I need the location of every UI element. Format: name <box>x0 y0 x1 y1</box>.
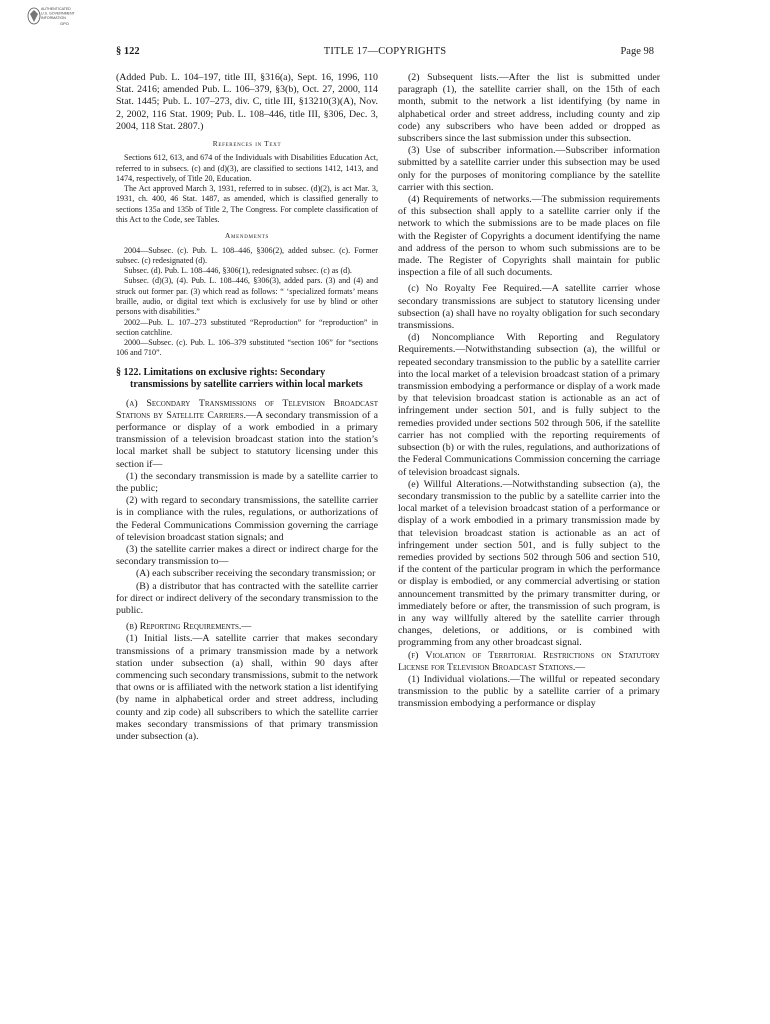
section-number: § 122 <box>116 46 140 57</box>
left-column <box>116 72 378 743</box>
page-number: Page 98 <box>620 46 654 57</box>
right-column <box>398 72 660 711</box>
paragraph-aA: (A) each subscriber receiving the secondary transmission; or <box>136 568 376 580</box>
paragraph-aB: (B) a distributor that has contracted with the satellite carrier for direct or indirect delivery of the secondary transmission to the public. <box>116 580 378 617</box>
seal-line-4: GPO <box>60 21 69 26</box>
references-text <box>116 153 378 225</box>
references-heading: References in Text <box>212 139 282 149</box>
subsection-b-heading: (b) Reporting Requirements.— <box>126 621 252 633</box>
gpo-authentication-seal <box>26 4 82 30</box>
subsection-f-heading: (f) Violation of Territorial Restrictions on Statutory License for Television Broadcast Stations.— <box>398 649 660 673</box>
subsection-d: (d) Noncompliance With Reporting and Regulatory Requirements.—Notwithstanding subsection (a), the willful or repeated secondary transmission to the public by a satellite carrier into the local market of a television broadcast station of a primary transmission embodying a performance or display of a work made by that television broadcast station is actionable as an act of infringement under section 501, and is fully subject to the remedies provided under sections 502 through 506, if the satellite carrier has not complied with the reporting requirements of subsection (b) or with the rules, regulations, and authorizations of the Federal Communications Commission concerning the carriage of television broadcast signals. <box>398 332 660 478</box>
amendment-paragraph: 2002—Pub. L. 107–273 substituted “Reproduction” for “reproduction” in section catchline. <box>116 317 378 337</box>
amendment-paragraph: 2004—Subsec. (c). Pub. L. 108–446, §306(2), added subsec. (c). Former subsec. (c) redesignated (d). <box>116 245 378 265</box>
subsection-c: (c) No Royalty Fee Required.—A satellite carrier whose secondary transmissions are subject to statutory licensing under subsection (a) shall have no royalty obligation for such secondary transmissions. <box>398 283 660 332</box>
paragraph-a2: (2) with regard to secondary transmissions, the satellite carrier is in compliance with the rules, regulations, or authorizations of the Federal Communications Commission governing the carriage of television broadcast station signals; and <box>116 495 378 543</box>
paragraph-b1: (1) Initial lists.—A satellite carrier that makes secondary transmissions of a primary transmission made by a network station under subsection (a) shall, within 90 days after commencing such secondary transmissions, submit to the network that owns or is affiliated with the network station a list identifying (by name in alphabetical order and street address, including county and zip code) all subscribers to which the satellite carrier makes secondary transmissions of that primary transmission under subsection (a). <box>116 633 378 743</box>
reference-paragraph: Sections 612, 613, and 674 of the Individuals with Disabilities Education Act, referred to in subsecs. (c) and (d)(3), are classified to sections 1412, 1413, and 1474, respectively, of Title 20, Education. <box>116 153 378 183</box>
seal-line-2: U.S. GOVERNMENT <box>41 11 75 16</box>
amendment-paragraph: Subsec. (d). Pub. L. 108–446, §306(1), redesignated subsec. (c) as (d). <box>124 266 352 276</box>
paragraph-b4: (4) Requirements of networks.—The submission requirements of this subsection shall apply to a satellite carrier only if the network to which the submissions are to be made places on file with the Register of Copyrights a document identifying the name and address of the person to whom such submissions are to be made. The Register of Copyrights shall maintain for public inspection a file of all such documents. <box>398 194 660 279</box>
paragraph-b2: (2) Subsequent lists.—After the list is submitted under paragraph (1), the satellite carrier shall, on the 15th of each month, submit to the network a list identifying (by name in alphabetical order and street address, including county and zip code) any subscribers who have been added or dropped as subscribers since the last submission under this subsection. <box>398 72 660 145</box>
added-note: (Added Pub. L. 104–197, title III, §316(a), Sept. 16, 1996, 110 Stat. 2416; amended Pub. L. 106–379, §3(b), Oct. 27, 2000, 114 Stat. 1445; Pub. L. 107–273, div. C, title III, §13210(3)(A), Nov. 2, 2002, 116 Stat. 1909; Pub. L. 108–446, title III, §306, Dec. 3, 2004, 118 Stat. 2807.) <box>116 72 378 132</box>
subsection-a-text: A secondary transmission of a performance or display of a work embodied in a primary transmission of a television broadcast station into the station’s local market shall be subject to statutory licensing under this section if— <box>116 409 378 470</box>
section-title: § 122. Limitations on exclusive rights: Secondary transmissions by satellite carriers within local markets <box>116 366 363 391</box>
paragraph-b3: (3) Use of subscriber information.—Subscriber information submitted by a satellite carrier under this subsection may be used only for the purposes of monitoring compliance by the satellite carrier with this section. <box>398 145 660 193</box>
amendment-paragraph: 2000—Subsec. (c). Pub. L. 106–379 substituted “section 106” for “sections 106 and 710”. <box>116 338 378 358</box>
running-head <box>116 46 654 60</box>
paragraph-f1: (1) Individual violations.—The willful or repeated secondary transmission to the public by a satellite carrier of a primary transmission embodying a performance or display <box>398 673 660 710</box>
paragraph-a1: (1) the secondary transmission is made by a satellite carrier to the public; <box>116 470 378 494</box>
reference-paragraph: The Act approved March 3, 1931, referred to in subsec. (d)(2), is act Mar. 3, 1931, ch. 400, 46 Stat. 1487, as amended, which is classified generally to sections 135a and 135b of Title 2, The Congress. For complete classification of this Act to the Code, see Tables. <box>116 184 378 224</box>
seal-line-3: INFORMATION <box>41 16 66 20</box>
subsection-a-heading: (a) Secondary Transmissions of Television Broadcast Stations by Satellite Carriers.— <box>116 397 378 421</box>
seal-line-1: AUTHENTICATED <box>41 7 71 11</box>
amendments-heading: Amendments <box>225 231 269 241</box>
title-heading: TITLE 17—COPYRIGHTS <box>323 46 447 57</box>
amendment-paragraph: Subsec. (d)(3), (4). Pub. L. 108–446, §306(3), added pars. (3) and (4) and struck out former par. (3) which read as follows: “ ‘specialized formats’ means braille, audio, or digital text which is exclusively for use by blind or other persons with disabilities.” <box>116 276 378 317</box>
subsection-e: (e) Willful Alterations.—Notwithstanding subsection (a), the secondary transmission to the public by a satellite carrier into the local market of a television broadcast station of a performance or display of a work embodied in a primary transmission made by that television broadcast station is actionable as an act of infringement under section 501, and is fully subject to the remedies provided by sections 502 through 506 and section 510, if the content of the particular program in which the performance or display is embodied, or any commercial advertising or station announcement transmitted by the primary transmitter during, or immediately before or after, the transmission of such program, is in any way willfully altered by the satellite carrier through changes, deletions, or additions, or is combined with programming from any other broadcast signal. <box>398 478 660 649</box>
amendments-text <box>116 246 378 359</box>
paragraph-a3: (3) the satellite carrier makes a direct or indirect charge for the secondary transmission to— <box>116 544 378 568</box>
